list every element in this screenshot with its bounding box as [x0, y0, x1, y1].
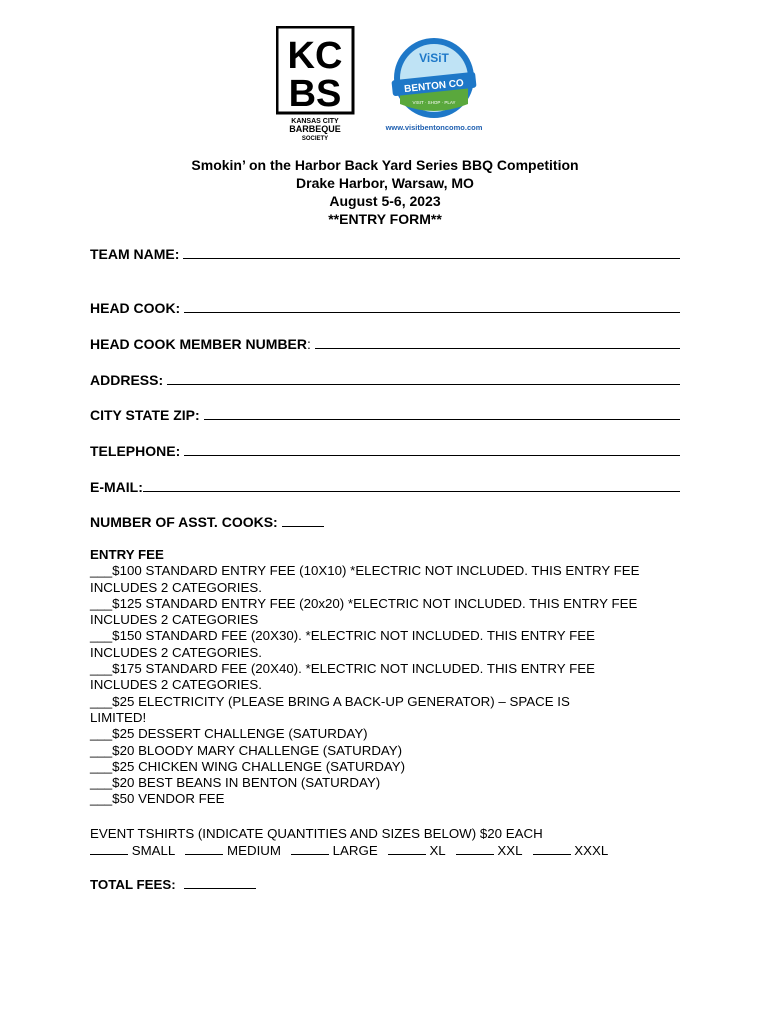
- tshirt-sizes: [90, 842, 690, 859]
- fee-line[interactable]: ___$175 STANDARD FEE (20X40). *ELECTRIC NOT INCLUDED. THIS ENTRY FEE: [90, 661, 595, 677]
- visit-word: ViSiT: [419, 51, 449, 65]
- event-dates: August 5-6, 2023: [329, 193, 441, 209]
- kcbs-top-text: KC: [287, 35, 343, 77]
- fee-line: INCLUDES 2 CATEGORIES.: [90, 579, 262, 595]
- head-cook-label: HEAD COOK:: [90, 300, 181, 316]
- form-header: [0, 156, 770, 228]
- member-number-label: HEAD COOK MEMBER NUMBER: [90, 336, 307, 352]
- total-fees-label: TOTAL FEES:: [90, 877, 176, 892]
- asst-cooks-label: NUMBER OF ASST. COOKS:: [90, 514, 278, 530]
- entry-fee-section: [90, 547, 690, 808]
- event-title: Smokin’ on the Harbor Back Yard Series BBQ Competition: [191, 157, 579, 173]
- address-input[interactable]: [167, 370, 680, 385]
- city-state-zip-label: CITY STATE ZIP:: [90, 407, 200, 423]
- visit-benton-logo: [378, 34, 490, 152]
- fee-line[interactable]: ___$25 CHICKEN WING CHALLENGE (SATURDAY): [90, 758, 406, 774]
- fee-line: LIMITED!: [90, 709, 147, 725]
- fee-line: INCLUDES 2 CATEGORIES.: [90, 677, 262, 693]
- kcbs-line2: BARBEQUE: [289, 124, 341, 134]
- telephone-label: TELEPHONE:: [90, 443, 181, 459]
- size-medium-label: MEDIUM: [227, 843, 281, 858]
- fee-line: INCLUDES 2 CATEGORIES: [90, 612, 259, 628]
- event-location: Drake Harbor, Warsaw, MO: [296, 175, 474, 191]
- total-fees-input[interactable]: [184, 876, 256, 889]
- kcbs-logo: [276, 26, 356, 142]
- fee-line[interactable]: ___$20 BLOODY MARY CHALLENGE (SATURDAY): [90, 742, 403, 758]
- fee-line[interactable]: ___$50 VENDOR FEE: [90, 791, 225, 807]
- telephone-field: [90, 441, 680, 459]
- logo-bar: [0, 26, 770, 146]
- visit-url: www.visitbentoncomo.com: [385, 123, 483, 132]
- head-cook-field: [90, 298, 680, 316]
- member-number-colon: :: [307, 336, 311, 352]
- telephone-input[interactable]: [184, 441, 680, 456]
- email-input[interactable]: [143, 477, 680, 492]
- kcbs-line1: KANSAS CITY: [291, 118, 339, 125]
- size-xxl-label: XXL: [497, 843, 523, 858]
- asst-cooks-input[interactable]: [282, 513, 324, 527]
- address-label: ADDRESS:: [90, 372, 164, 388]
- team-name-label: TEAM NAME:: [90, 246, 180, 262]
- kcbs-line3: SOCIETY: [301, 136, 329, 142]
- size-large-input[interactable]: [291, 842, 329, 855]
- city-state-zip-input[interactable]: [204, 405, 680, 420]
- visit-tagline: VISIT · SHOP · PLAY: [412, 100, 456, 105]
- member-number-field: [90, 334, 680, 352]
- city-state-zip-field: [90, 405, 680, 423]
- asst-cooks-field: [90, 513, 680, 530]
- entry-fee-title: ENTRY FEE: [90, 547, 164, 562]
- size-xxl-input[interactable]: [456, 842, 494, 855]
- fee-line[interactable]: ___$20 BEST BEANS IN BENTON (SATURDAY): [90, 775, 381, 791]
- size-small-input[interactable]: [90, 842, 128, 855]
- team-name-field: [90, 244, 680, 262]
- member-number-input[interactable]: [315, 334, 680, 349]
- tshirt-title: EVENT TSHIRTS (INDICATE QUANTITIES AND SIZES BELOW) $20 EACH: [90, 826, 543, 841]
- fee-line[interactable]: ___$150 STANDARD FEE (20X30). *ELECTRIC NOT INCLUDED. THIS ENTRY FEE: [90, 628, 595, 644]
- head-cook-input[interactable]: [184, 298, 680, 313]
- size-large-label: LARGE: [332, 843, 378, 858]
- address-field: [90, 370, 680, 388]
- email-label: E-MAIL:: [90, 479, 143, 495]
- fee-line[interactable]: ___$100 STANDARD ENTRY FEE (10X10) *ELECTRIC NOT INCLUDED. THIS ENTRY FEE: [90, 563, 640, 579]
- size-medium-input[interactable]: [185, 842, 223, 855]
- fee-line[interactable]: ___$25 ELECTRICITY (PLEASE BRING A BACK-UP GENERATOR) – SPACE IS: [90, 693, 570, 709]
- benton-word: BENTON CO: [403, 77, 465, 96]
- fee-line: INCLUDES 2 CATEGORIES.: [90, 644, 262, 660]
- form-title: **ENTRY FORM**: [328, 211, 442, 227]
- size-xl-label: XL: [429, 843, 446, 858]
- size-small-label: SMALL: [131, 843, 176, 858]
- fee-line[interactable]: ___$25 DESSERT CHALLENGE (SATURDAY): [90, 726, 368, 742]
- kcbs-bottom-text: BS: [288, 73, 342, 115]
- size-xxxl-label: XXXL: [574, 843, 609, 858]
- team-name-input[interactable]: [183, 244, 680, 259]
- tshirt-section: [90, 825, 690, 859]
- fee-line[interactable]: ___$125 STANDARD ENTRY FEE (20x20) *ELECTRIC NOT INCLUDED. THIS ENTRY FEE: [90, 595, 638, 611]
- email-field: [90, 477, 680, 495]
- size-xl-input[interactable]: [388, 842, 426, 855]
- total-fees: [90, 876, 256, 892]
- size-xxxl-input[interactable]: [533, 842, 571, 855]
